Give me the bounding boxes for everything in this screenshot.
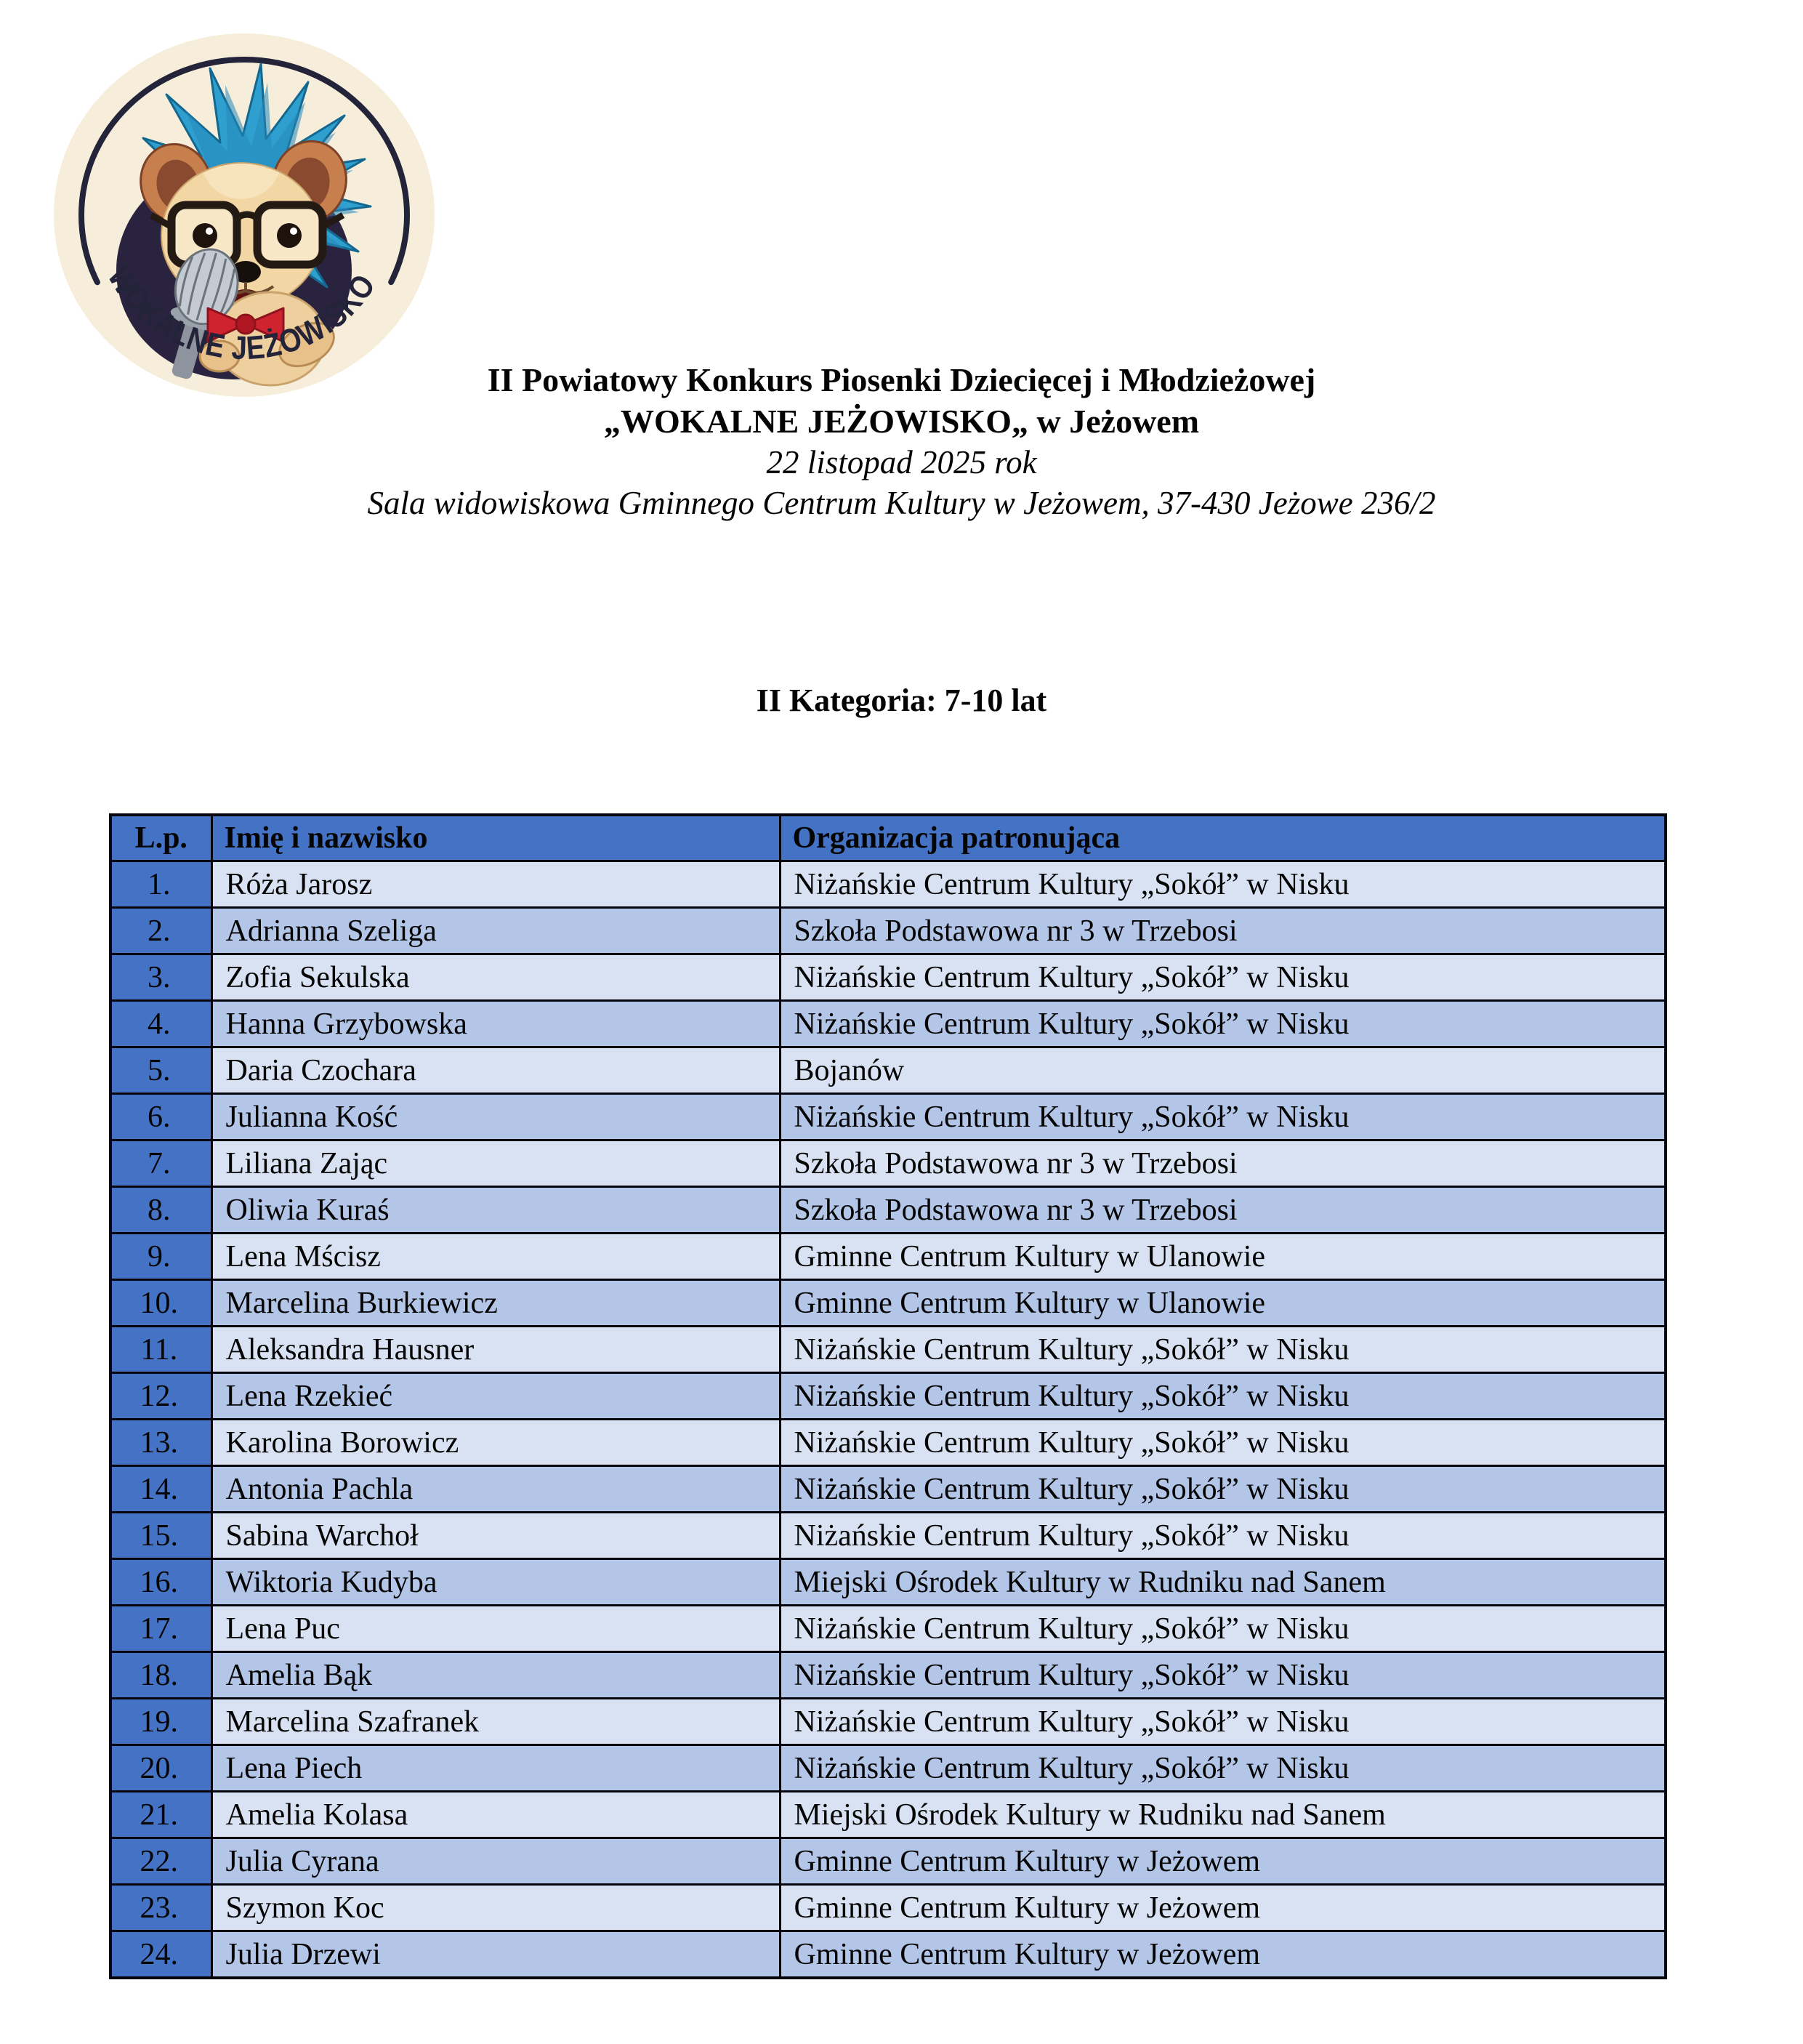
row-number-cell: 20.: [110, 1745, 211, 1792]
table-row: [110, 1094, 1666, 1140]
row-org-cell: Gminne Centrum Kultury w Jeżowem: [780, 1931, 1666, 1979]
row-org-cell: Gminne Centrum Kultury w Jeżowem: [780, 1885, 1666, 1931]
row-org-cell: Miejski Ośrodek Kultury w Rudniku nad Sanem: [780, 1559, 1666, 1606]
row-number-cell: 11.: [110, 1327, 211, 1373]
row-number-cell: 13.: [110, 1420, 211, 1466]
table-row: [110, 1001, 1666, 1047]
row-name-cell: Lena Puc: [211, 1606, 780, 1652]
row-name-cell: Adrianna Szeliga: [211, 908, 780, 954]
row-name-cell: Sabina Warchoł: [211, 1513, 780, 1559]
row-org-cell: Niżańskie Centrum Kultury „Sokół” w Nisku: [780, 1373, 1666, 1420]
table-row: [110, 1838, 1666, 1885]
row-name-cell: Szymon Koc: [211, 1885, 780, 1931]
row-name-cell: Lena Rzekieć: [211, 1373, 780, 1420]
table-row: [110, 1606, 1666, 1652]
table-row: [110, 1373, 1666, 1420]
table-row: [110, 1234, 1666, 1280]
row-org-cell: Niżańskie Centrum Kultury „Sokół” w Nisku: [780, 1606, 1666, 1652]
row-org-cell: Niżańskie Centrum Kultury „Sokół” w Nisku: [780, 1327, 1666, 1373]
row-org-cell: Niżańskie Centrum Kultury „Sokół” w Nisku: [780, 1466, 1666, 1513]
row-name-cell: Aleksandra Hausner: [211, 1327, 780, 1373]
row-number-cell: 4.: [110, 1001, 211, 1047]
row-org-cell: Niżańskie Centrum Kultury „Sokół” w Nisku: [780, 954, 1666, 1001]
row-name-cell: Lena Mścisz: [211, 1234, 780, 1280]
row-number-cell: 21.: [110, 1792, 211, 1838]
row-name-cell: Karolina Borowicz: [211, 1420, 780, 1466]
row-org-cell: Niżańskie Centrum Kultury „Sokół” w Nisku: [780, 1652, 1666, 1699]
row-name-cell: Julia Cyrana: [211, 1838, 780, 1885]
row-name-cell: Zofia Sekulska: [211, 954, 780, 1001]
row-name-cell: Wiktoria Kudyba: [211, 1559, 780, 1606]
results-table-body: [110, 861, 1666, 1979]
row-org-cell: Szkoła Podstawowa nr 3 w Trzebosi: [780, 1140, 1666, 1187]
row-number-cell: 15.: [110, 1513, 211, 1559]
row-number-cell: 18.: [110, 1652, 211, 1699]
row-name-cell: Oliwia Kuraś: [211, 1187, 780, 1234]
row-name-cell: Antonia Pachla: [211, 1466, 780, 1513]
table-row: [110, 1745, 1666, 1792]
table-row: [110, 1559, 1666, 1606]
row-org-cell: Niżańskie Centrum Kultury „Sokół” w Nisku: [780, 1001, 1666, 1047]
title-line-2: „WOKALNE JEŻOWISKO„ w Jeżowem: [603, 403, 1200, 440]
row-number-cell: 16.: [110, 1559, 211, 1606]
row-name-cell: Daria Czochara: [211, 1047, 780, 1094]
row-org-cell: Gminne Centrum Kultury w Ulanowie: [780, 1234, 1666, 1280]
row-number-cell: 24.: [110, 1931, 211, 1979]
table-row: [110, 954, 1666, 1001]
row-org-cell: Niżańskie Centrum Kultury „Sokół” w Nisku: [780, 1699, 1666, 1745]
row-org-cell: Szkoła Podstawowa nr 3 w Trzebosi: [780, 1187, 1666, 1234]
row-number-cell: 7.: [110, 1140, 211, 1187]
table-header-row: [110, 815, 1666, 861]
row-org-cell: Niżańskie Centrum Kultury „Sokół” w Nisku: [780, 1745, 1666, 1792]
table-row: [110, 1280, 1666, 1327]
col-header-name: Imię i nazwisko: [211, 815, 780, 861]
col-header-org: Organizacja patronująca: [780, 815, 1666, 861]
row-org-cell: Niżańskie Centrum Kultury „Sokół” w Nisku: [780, 1094, 1666, 1140]
row-number-cell: 9.: [110, 1234, 211, 1280]
table-row: [110, 1513, 1666, 1559]
row-name-cell: Amelia Bąk: [211, 1652, 780, 1699]
category-heading: II Kategoria: 7-10 lat: [756, 683, 1047, 718]
row-name-cell: Marcelina Burkiewicz: [211, 1280, 780, 1327]
participants-table: [109, 813, 1667, 1979]
row-org-cell: Gminne Centrum Kultury w Jeżowem: [780, 1838, 1666, 1885]
row-org-cell: Bojanów: [780, 1047, 1666, 1094]
row-number-cell: 2.: [110, 908, 211, 954]
table-row: [110, 1931, 1666, 1979]
row-org-cell: Szkoła Podstawowa nr 3 w Trzebosi: [780, 908, 1666, 954]
row-org-cell: Niżańskie Centrum Kultury „Sokół” w Nisku: [780, 1420, 1666, 1466]
row-number-cell: 10.: [110, 1280, 211, 1327]
row-number-cell: 22.: [110, 1838, 211, 1885]
row-number-cell: 12.: [110, 1373, 211, 1420]
table-row: [110, 1466, 1666, 1513]
row-org-cell: Niżańskie Centrum Kultury „Sokół” w Nisku: [780, 861, 1666, 908]
hedgehog-logo-icon: [51, 31, 437, 403]
table-row: [110, 1699, 1666, 1745]
row-number-cell: 3.: [110, 954, 211, 1001]
table-row: [110, 1652, 1666, 1699]
row-name-cell: Hanna Grzybowska: [211, 1001, 780, 1047]
venue-line: Sala widowiskowa Gminnego Centrum Kultury w Jeżowem, 37-430 Jeżowe 236/2: [367, 485, 1436, 521]
row-number-cell: 5.: [110, 1047, 211, 1094]
table-row: [110, 1792, 1666, 1838]
table-row: [110, 1327, 1666, 1373]
row-name-cell: Liliana Zając: [211, 1140, 780, 1187]
row-number-cell: 23.: [110, 1885, 211, 1931]
row-name-cell: Róża Jarosz: [211, 861, 780, 908]
row-number-cell: 6.: [110, 1094, 211, 1140]
table-row: [110, 908, 1666, 954]
table-row: [110, 861, 1666, 908]
row-name-cell: Amelia Kolasa: [211, 1792, 780, 1838]
document-header: [0, 359, 1803, 523]
row-number-cell: 1.: [110, 861, 211, 908]
row-name-cell: Marcelina Szafranek: [211, 1699, 780, 1745]
row-org-cell: Niżańskie Centrum Kultury „Sokół” w Nisku: [780, 1513, 1666, 1559]
table-row: [110, 1140, 1666, 1187]
table-row: [110, 1047, 1666, 1094]
logo-badge-text: WOKALNE JEŻOWISKO: [100, 259, 385, 367]
row-number-cell: 19.: [110, 1699, 211, 1745]
table-row: [110, 1885, 1666, 1931]
date-line: 22 listopad 2025 rok: [766, 444, 1037, 480]
row-number-cell: 17.: [110, 1606, 211, 1652]
row-number-cell: 8.: [110, 1187, 211, 1234]
competition-logo: [51, 31, 437, 403]
row-name-cell: Julianna Kość: [211, 1094, 780, 1140]
table-row: [110, 1187, 1666, 1234]
row-org-cell: Gminne Centrum Kultury w Ulanowie: [780, 1280, 1666, 1327]
title-line-1: II Powiatowy Konkurs Piosenki Dziecięcej i Młodzieżowej: [487, 361, 1316, 398]
row-name-cell: Julia Drzewi: [211, 1931, 780, 1979]
row-name-cell: Lena Piech: [211, 1745, 780, 1792]
table-row: [110, 1420, 1666, 1466]
row-number-cell: 14.: [110, 1466, 211, 1513]
col-header-lp: L.p.: [110, 815, 211, 861]
row-org-cell: Miejski Ośrodek Kultury w Rudniku nad Sanem: [780, 1792, 1666, 1838]
